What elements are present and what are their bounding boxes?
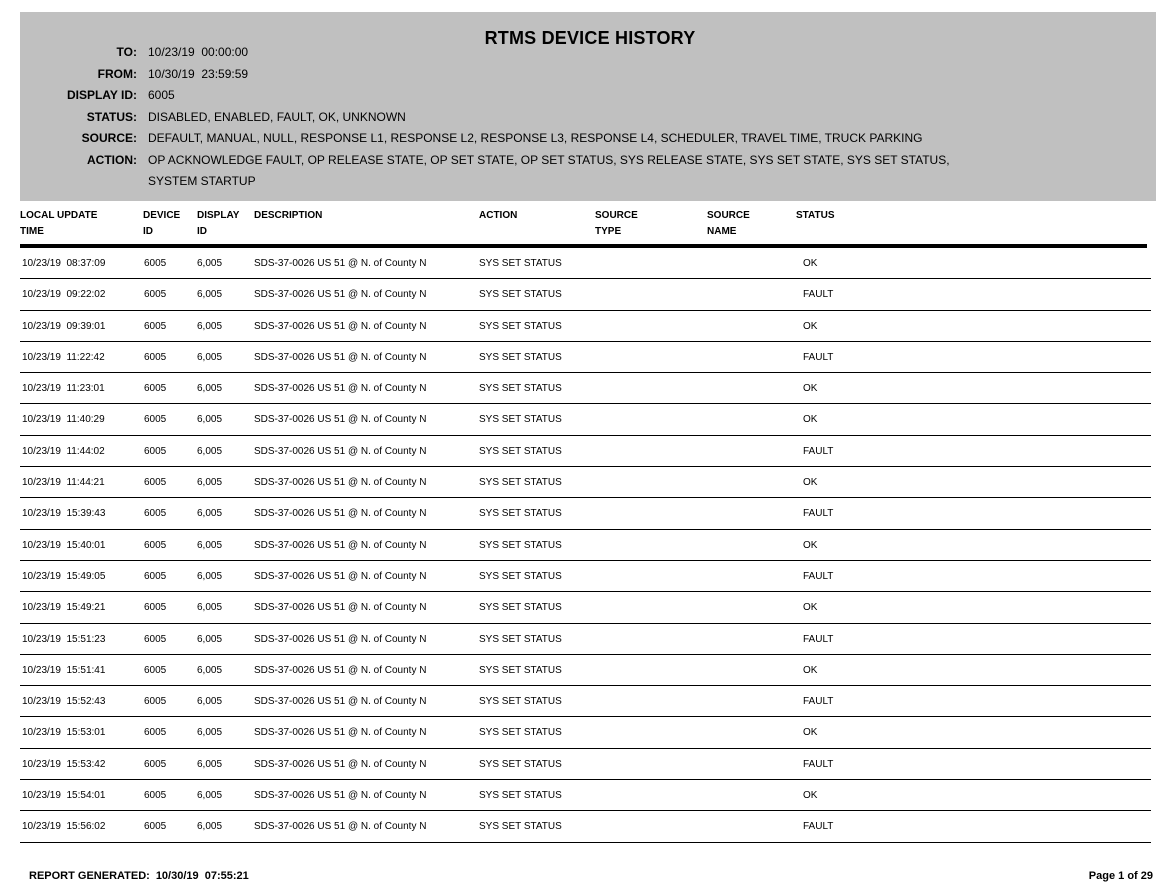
table-row: [20, 749, 1151, 780]
cell-status: OK: [803, 664, 818, 676]
cell-action: SYS SET STATUS: [479, 414, 562, 426]
cell-action: SYS SET STATUS: [479, 508, 562, 520]
column-header-display-id: DISPLAY ID: [197, 210, 240, 237]
cell-local-update-time: 10/23/19 11:23:01: [22, 383, 105, 395]
cell-device-id: 6005: [144, 477, 167, 489]
report-title: RTMS DEVICE HISTORY: [484, 28, 696, 48]
table-row: [20, 436, 1151, 467]
filter-source-value: DEFAULT, MANUAL, NULL, RESPONSE L1, RESPONSE L2, RESPONSE L3, RESPONSE L4, SCHEDULER, TRAVEL TIME, TRUCK PARKING: [148, 131, 923, 145]
cell-status: FAULT: [803, 508, 834, 520]
cell-action: SYS SET STATUS: [479, 320, 562, 332]
page-indicator: Page 1 of 29: [1088, 870, 1153, 882]
cell-local-update-time: 10/23/19 11:44:21: [22, 477, 105, 489]
table-row: [20, 404, 1151, 435]
table-row: [20, 373, 1151, 404]
cell-display-id: 6,005: [197, 696, 223, 708]
cell-device-id: 6005: [144, 790, 167, 802]
cell-local-update-time: 10/23/19 15:39:43: [22, 508, 106, 520]
cell-display-id: 6,005: [197, 445, 223, 457]
filter-source-label: SOURCE:: [81, 131, 137, 145]
cell-device-id: 6005: [144, 758, 167, 770]
filter-to-label: TO:: [116, 45, 137, 59]
table-row: [20, 811, 1151, 842]
cell-local-update-time: 10/23/19 15:40:01: [22, 539, 106, 551]
cell-action: SYS SET STATUS: [479, 258, 562, 269]
cell-action: SYS SET STATUS: [479, 477, 562, 489]
cell-status: FAULT: [803, 696, 834, 708]
cell-local-update-time: 10/23/19 09:39:01: [22, 320, 106, 332]
filter-action-label: ACTION:: [87, 152, 137, 167]
cell-action: SYS SET STATUS: [479, 602, 562, 614]
column-header-action: ACTION: [479, 210, 518, 221]
report-generated: [29, 870, 249, 882]
cell-device-id: 6005: [144, 602, 167, 614]
cell-display-id: 6,005: [197, 664, 223, 676]
cell-action: SYS SET STATUS: [479, 821, 562, 833]
cell-description: SDS-37-0026 US 51 @ N. of County N: [254, 821, 427, 833]
cell-action: SYS SET STATUS: [479, 727, 562, 739]
cell-description: SDS-37-0026 US 51 @ N. of County N: [254, 727, 427, 739]
cell-display-id: 6,005: [197, 790, 223, 802]
cell-description: SDS-37-0026 US 51 @ N. of County N: [254, 664, 427, 676]
report-header: [20, 12, 1156, 201]
cell-device-id: 6005: [144, 696, 167, 708]
cell-action: SYS SET STATUS: [479, 351, 562, 363]
cell-description: SDS-37-0026 US 51 @ N. of County N: [254, 383, 427, 395]
cell-action: SYS SET STATUS: [479, 383, 562, 395]
cell-display-id: 6,005: [197, 539, 223, 551]
cell-status: FAULT: [803, 821, 834, 833]
cell-local-update-time: 10/23/19 11:22:42: [22, 351, 105, 363]
cell-status: OK: [803, 539, 818, 551]
cell-description: SDS-37-0026 US 51 @ N. of County N: [254, 445, 427, 457]
filter-to-value: 10/23/19 00:00:00: [148, 45, 249, 59]
table-row: [20, 279, 1151, 310]
table-row: [20, 467, 1151, 498]
filter-action-value: OP ACKNOWLEDGE FAULT, OP RELEASE STATE, OP SET STATE, OP SET STATUS, SYS RELEASE STATE, SYS SET STATE, SYS SET STATUS,: [148, 152, 950, 167]
cell-local-update-time: 10/23/19 08:37:09: [22, 258, 106, 269]
cell-status: OK: [803, 790, 818, 802]
cell-action: SYS SET STATUS: [479, 664, 562, 676]
cell-status: FAULT: [803, 351, 834, 363]
column-header-status: STATUS: [796, 210, 835, 221]
cell-status: OK: [803, 320, 818, 332]
table-row: [20, 561, 1151, 592]
cell-display-id: 6,005: [197, 289, 223, 301]
cell-action: SYS SET STATUS: [479, 758, 562, 770]
filter-status-label: STATUS:: [86, 109, 137, 124]
cell-description: SDS-37-0026 US 51 @ N. of County N: [254, 633, 427, 645]
cell-device-id: 6005: [144, 539, 167, 551]
cell-device-id: 6005: [144, 383, 167, 395]
table-row: [20, 592, 1151, 623]
cell-status: FAULT: [803, 758, 834, 770]
filter-from-label: FROM:: [97, 66, 137, 81]
cell-local-update-time: 10/23/19 15:51:23: [22, 633, 106, 645]
table-row: [20, 717, 1151, 748]
cell-device-id: 6005: [144, 508, 167, 520]
cell-display-id: 6,005: [197, 477, 223, 489]
cell-description: SDS-37-0026 US 51 @ N. of County N: [254, 477, 427, 489]
cell-display-id: 6,005: [197, 320, 223, 332]
column-header-description: DESCRIPTION: [254, 210, 323, 221]
table-column-headers: [20, 208, 1150, 244]
cell-display-id: 6,005: [197, 727, 223, 739]
cell-action: SYS SET STATUS: [479, 570, 562, 582]
cell-status: FAULT: [803, 445, 834, 457]
cell-action: SYS SET STATUS: [479, 539, 562, 551]
cell-device-id: 6005: [144, 633, 167, 645]
table-row: [20, 686, 1151, 717]
cell-device-id: 6005: [144, 570, 167, 582]
cell-display-id: 6,005: [197, 758, 223, 770]
cell-display-id: 6,005: [197, 821, 223, 833]
cell-description: SDS-37-0026 US 51 @ N. of County N: [254, 539, 427, 551]
cell-status: FAULT: [803, 289, 834, 301]
cell-local-update-time: 10/23/19 09:22:02: [22, 289, 106, 301]
cell-description: SDS-37-0026 US 51 @ N. of County N: [254, 602, 427, 614]
cell-device-id: 6005: [144, 320, 167, 332]
cell-device-id: 6005: [144, 445, 167, 457]
cell-display-id: 6,005: [197, 570, 223, 582]
column-header-local-update-time: LOCAL UPDATE TIME: [20, 210, 98, 237]
cell-device-id: 6005: [144, 258, 167, 269]
cell-device-id: 6005: [144, 351, 167, 363]
cell-local-update-time: 10/23/19 15:49:05: [22, 570, 106, 582]
cell-device-id: 6005: [144, 727, 167, 739]
cell-display-id: 6,005: [197, 351, 223, 363]
cell-device-id: 6005: [144, 821, 167, 833]
filter-display-id-value: 6005: [148, 88, 175, 102]
cell-description: SDS-37-0026 US 51 @ N. of County N: [254, 696, 427, 708]
cell-action: SYS SET STATUS: [479, 445, 562, 457]
table-row: [20, 498, 1151, 529]
table-row: [20, 248, 1151, 279]
cell-local-update-time: 10/23/19 15:52:43: [22, 696, 106, 708]
cell-local-update-time: 10/23/19 15:49:21: [22, 602, 106, 614]
cell-status: OK: [803, 414, 818, 426]
history-table-body: [20, 248, 1151, 843]
filter-status-value: DISABLED, ENABLED, FAULT, OK, UNKNOWN: [148, 109, 406, 124]
cell-action: SYS SET STATUS: [479, 633, 562, 645]
cell-status: FAULT: [803, 570, 834, 582]
table-row: [20, 655, 1151, 686]
cell-description: SDS-37-0026 US 51 @ N. of County N: [254, 508, 427, 520]
cell-status: OK: [803, 383, 818, 395]
filter-display-id-label: DISPLAY ID:: [66, 88, 137, 102]
table-row: [20, 530, 1151, 561]
cell-action: SYS SET STATUS: [479, 696, 562, 708]
table-row: [20, 342, 1151, 373]
cell-description: SDS-37-0026 US 51 @ N. of County N: [254, 351, 427, 363]
cell-description: SDS-37-0026 US 51 @ N. of County N: [254, 258, 427, 269]
cell-status: OK: [803, 477, 818, 489]
cell-device-id: 6005: [144, 664, 167, 676]
cell-local-update-time: 10/23/19 15:56:02: [22, 821, 106, 833]
cell-description: SDS-37-0026 US 51 @ N. of County N: [254, 758, 427, 770]
column-header-device-id: DEVICE ID: [143, 210, 181, 237]
table-row: [20, 624, 1151, 655]
column-header-source-name: SOURCE NAME: [707, 210, 750, 237]
cell-description: SDS-37-0026 US 51 @ N. of County N: [254, 570, 427, 582]
cell-status: FAULT: [803, 633, 834, 645]
cell-local-update-time: 10/23/19 11:44:02: [22, 445, 105, 457]
filter-from-value: 10/30/19 23:59:59: [148, 66, 249, 81]
cell-description: SDS-37-0026 US 51 @ N. of County N: [254, 320, 427, 332]
cell-description: SDS-37-0026 US 51 @ N. of County N: [254, 414, 427, 426]
cell-local-update-time: 10/23/19 15:53:01: [22, 727, 106, 739]
cell-display-id: 6,005: [197, 258, 223, 269]
report-generated-value: 10/30/19 07:55:21: [155, 870, 249, 882]
cell-status: OK: [803, 602, 818, 614]
cell-local-update-time: 10/23/19 15:54:01: [22, 790, 106, 802]
cell-description: SDS-37-0026 US 51 @ N. of County N: [254, 289, 427, 301]
cell-display-id: 6,005: [197, 383, 223, 395]
report-generated-label: REPORT GENERATED:: [29, 870, 150, 882]
cell-status: OK: [803, 727, 818, 739]
cell-status: OK: [803, 258, 818, 269]
cell-action: SYS SET STATUS: [479, 790, 562, 802]
cell-action: SYS SET STATUS: [479, 289, 562, 301]
cell-local-update-time: 10/23/19 15:51:41: [22, 664, 106, 676]
cell-display-id: 6,005: [197, 633, 223, 645]
cell-display-id: 6,005: [197, 508, 223, 520]
cell-device-id: 6005: [144, 414, 167, 426]
table-row: [20, 780, 1151, 811]
cell-display-id: 6,005: [197, 414, 223, 426]
table-row: [20, 311, 1151, 342]
cell-local-update-time: 10/23/19 11:40:29: [22, 414, 105, 426]
column-header-source-type: SOURCE TYPE: [595, 210, 638, 237]
filter-action-continued-value: SYSTEM STARTUP: [148, 174, 256, 188]
cell-local-update-time: 10/23/19 15:53:42: [22, 758, 106, 770]
cell-description: SDS-37-0026 US 51 @ N. of County N: [254, 790, 427, 802]
cell-device-id: 6005: [144, 289, 167, 301]
cell-display-id: 6,005: [197, 602, 223, 614]
